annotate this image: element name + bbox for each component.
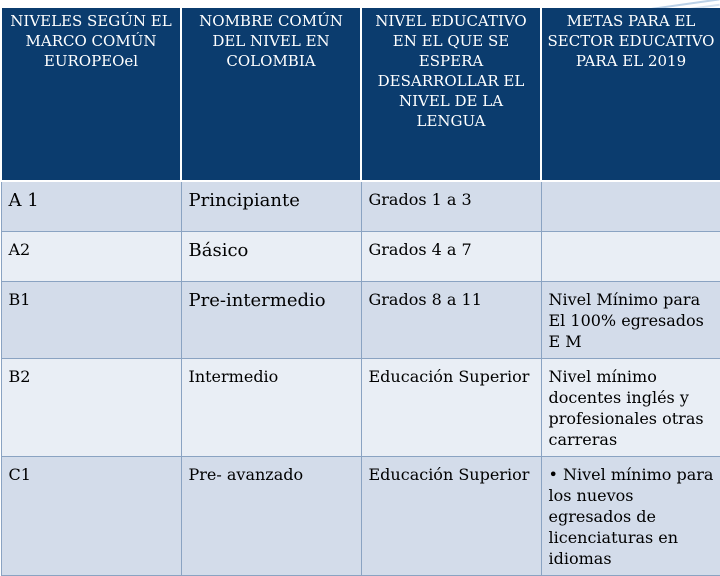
table-header-row — [1, 8, 720, 181]
cell-grade: Educación Superior — [361, 359, 541, 457]
cell-grade: Grados 1 a 3 — [361, 181, 541, 232]
cell-grade: Educación Superior — [361, 457, 541, 576]
cell-level: B2 — [1, 359, 181, 457]
education-levels-table — [0, 8, 720, 576]
header-colombia-name: NOMBRE COMÚN DEL NIVEL EN COLOMBIA — [181, 8, 361, 181]
cell-level: A2 — [1, 232, 181, 282]
table-row — [1, 457, 720, 576]
cell-name: Pre-intermedio — [181, 282, 361, 359]
table-row — [1, 359, 720, 457]
table-row — [1, 181, 720, 232]
cell-name: Intermedio — [181, 359, 361, 457]
header-education-level: NIVEL EDUCATIVO EN EL QUE SE ESPERA DESARROLLAR EL NIVEL DE LA LENGUA — [361, 8, 541, 181]
table-row — [1, 232, 720, 282]
header-cefr-level: NIVELES SEGÚN EL MARCO COMÚN EUROPEOel — [1, 8, 181, 181]
cell-grade: Grados 4 a 7 — [361, 232, 541, 282]
cell-goal: • Nivel mínimo para los nuevos egresados de licenciaturas en idiomas — [541, 457, 720, 576]
cell-name: Pre- avanzado — [181, 457, 361, 576]
cell-goal — [541, 181, 720, 232]
header-goals-2019: METAS PARA EL SECTOR EDUCATIVO PARA EL 2019 — [541, 8, 720, 181]
cell-level: C1 — [1, 457, 181, 576]
cell-name: Principiante — [181, 181, 361, 232]
cell-level: B1 — [1, 282, 181, 359]
cell-grade: Grados 8 a 11 — [361, 282, 541, 359]
cell-level: A 1 — [1, 181, 181, 232]
cell-goal: Nivel Mínimo para El 100% egresados E M — [541, 282, 720, 359]
table-row — [1, 282, 720, 359]
cell-goal: Nivel mínimo docentes inglés y profesionales otras carreras — [541, 359, 720, 457]
cell-name: Básico — [181, 232, 361, 282]
cell-goal — [541, 232, 720, 282]
